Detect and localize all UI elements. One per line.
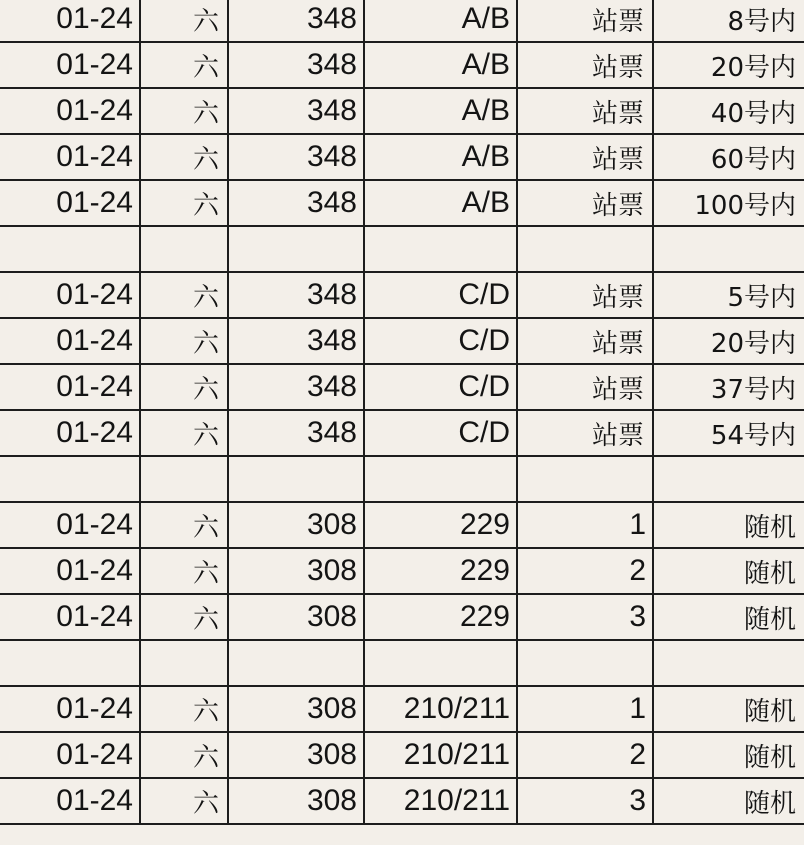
train-cell[interactable]: 348 bbox=[228, 42, 364, 88]
table-row bbox=[0, 42, 804, 88]
ticket-type-cell[interactable]: 2 bbox=[517, 548, 653, 594]
date-cell[interactable]: 01-24 bbox=[0, 134, 140, 180]
car-cell[interactable]: C/D bbox=[364, 272, 517, 318]
date-cell[interactable]: 01-24 bbox=[0, 502, 140, 548]
ticket-type-cell[interactable]: 站票 bbox=[517, 364, 653, 410]
date-cell[interactable]: 01-24 bbox=[0, 686, 140, 732]
train-cell[interactable]: 308 bbox=[228, 594, 364, 640]
car-cell[interactable]: A/B bbox=[364, 42, 517, 88]
empty-cell[interactable] bbox=[0, 640, 140, 686]
table-row bbox=[0, 364, 804, 410]
empty-cell[interactable] bbox=[364, 456, 517, 502]
quota-cell[interactable]: 随机 bbox=[653, 732, 804, 778]
empty-cell[interactable] bbox=[140, 640, 228, 686]
train-cell[interactable]: 348 bbox=[228, 318, 364, 364]
weekday-cell[interactable]: 六 bbox=[140, 594, 228, 640]
table-row bbox=[0, 134, 804, 180]
weekday-cell[interactable]: 六 bbox=[140, 686, 228, 732]
table-row bbox=[0, 686, 804, 732]
date-cell[interactable]: 01-24 bbox=[0, 732, 140, 778]
quota-cell[interactable]: 随机 bbox=[653, 594, 804, 640]
car-cell[interactable]: C/D bbox=[364, 410, 517, 456]
date-cell[interactable]: 01-24 bbox=[0, 272, 140, 318]
ticket-type-cell[interactable]: 3 bbox=[517, 594, 653, 640]
table-row bbox=[0, 0, 804, 42]
table-row bbox=[0, 502, 804, 548]
date-cell[interactable]: 01-24 bbox=[0, 778, 140, 824]
table-row bbox=[0, 272, 804, 318]
weekday-cell[interactable]: 六 bbox=[140, 410, 228, 456]
quota-cell[interactable]: 8号内 bbox=[653, 0, 804, 42]
car-cell[interactable]: C/D bbox=[364, 318, 517, 364]
weekday-cell[interactable]: 六 bbox=[140, 502, 228, 548]
ticket-type-cell[interactable]: 站票 bbox=[517, 88, 653, 134]
quota-cell[interactable]: 5号内 bbox=[653, 272, 804, 318]
train-cell[interactable]: 308 bbox=[228, 732, 364, 778]
train-cell[interactable]: 308 bbox=[228, 548, 364, 594]
empty-cell[interactable] bbox=[228, 456, 364, 502]
train-cell[interactable]: 348 bbox=[228, 364, 364, 410]
date-cell[interactable]: 01-24 bbox=[0, 548, 140, 594]
date-cell[interactable]: 01-24 bbox=[0, 0, 140, 42]
car-cell[interactable]: 229 bbox=[364, 548, 517, 594]
date-cell[interactable]: 01-24 bbox=[0, 88, 140, 134]
train-cell[interactable]: 308 bbox=[228, 502, 364, 548]
table-row bbox=[0, 88, 804, 134]
quota-cell[interactable]: 100号内 bbox=[653, 180, 804, 226]
empty-cell[interactable] bbox=[517, 640, 653, 686]
table-row bbox=[0, 778, 804, 824]
empty-cell[interactable] bbox=[517, 456, 653, 502]
date-cell[interactable]: 01-24 bbox=[0, 410, 140, 456]
car-cell[interactable]: A/B bbox=[364, 180, 517, 226]
weekday-cell[interactable]: 六 bbox=[140, 272, 228, 318]
train-cell[interactable]: 348 bbox=[228, 272, 364, 318]
ticket-type-cell[interactable]: 2 bbox=[517, 732, 653, 778]
empty-cell[interactable] bbox=[0, 226, 140, 272]
quota-cell[interactable]: 随机 bbox=[653, 548, 804, 594]
quota-cell[interactable]: 20号内 bbox=[653, 42, 804, 88]
quota-cell[interactable]: 54号内 bbox=[653, 410, 804, 456]
empty-cell[interactable] bbox=[228, 226, 364, 272]
car-cell[interactable]: A/B bbox=[364, 88, 517, 134]
ticket-type-cell[interactable]: 站票 bbox=[517, 180, 653, 226]
weekday-cell[interactable]: 六 bbox=[140, 364, 228, 410]
empty-cell[interactable] bbox=[517, 226, 653, 272]
table-row bbox=[0, 732, 804, 778]
date-cell[interactable]: 01-24 bbox=[0, 364, 140, 410]
train-cell[interactable]: 348 bbox=[228, 180, 364, 226]
table-row bbox=[0, 318, 804, 364]
car-cell[interactable]: C/D bbox=[364, 364, 517, 410]
ticket-type-cell[interactable]: 3 bbox=[517, 778, 653, 824]
ticket-type-cell[interactable]: 1 bbox=[517, 502, 653, 548]
train-cell[interactable]: 348 bbox=[228, 88, 364, 134]
train-cell[interactable]: 348 bbox=[228, 410, 364, 456]
ticket-type-cell[interactable]: 站票 bbox=[517, 272, 653, 318]
weekday-cell[interactable]: 六 bbox=[140, 180, 228, 226]
train-cell[interactable]: 308 bbox=[228, 778, 364, 824]
quota-cell[interactable]: 随机 bbox=[653, 502, 804, 548]
car-cell[interactable]: 210/211 bbox=[364, 732, 517, 778]
blank-row bbox=[0, 226, 804, 272]
quota-cell[interactable]: 40号内 bbox=[653, 88, 804, 134]
car-cell[interactable]: 229 bbox=[364, 502, 517, 548]
quota-cell[interactable]: 37号内 bbox=[653, 364, 804, 410]
weekday-cell[interactable]: 六 bbox=[140, 778, 228, 824]
train-cell[interactable]: 348 bbox=[228, 0, 364, 42]
empty-cell[interactable] bbox=[0, 456, 140, 502]
car-cell[interactable]: 229 bbox=[364, 594, 517, 640]
empty-cell[interactable] bbox=[228, 640, 364, 686]
train-cell[interactable]: 348 bbox=[228, 134, 364, 180]
blank-row bbox=[0, 456, 804, 502]
weekday-cell[interactable]: 六 bbox=[140, 134, 228, 180]
quota-cell[interactable]: 随机 bbox=[653, 778, 804, 824]
ticket-type-cell[interactable]: 站票 bbox=[517, 134, 653, 180]
quota-cell[interactable]: 60号内 bbox=[653, 134, 804, 180]
ticket-type-cell[interactable]: 站票 bbox=[517, 42, 653, 88]
empty-cell[interactable] bbox=[140, 456, 228, 502]
date-cell[interactable]: 01-24 bbox=[0, 594, 140, 640]
car-cell[interactable]: 210/211 bbox=[364, 778, 517, 824]
weekday-cell[interactable]: 六 bbox=[140, 88, 228, 134]
table-row bbox=[0, 548, 804, 594]
weekday-cell[interactable]: 六 bbox=[140, 318, 228, 364]
empty-cell[interactable] bbox=[653, 640, 804, 686]
empty-cell[interactable] bbox=[653, 226, 804, 272]
quota-cell[interactable]: 20号内 bbox=[653, 318, 804, 364]
car-cell[interactable]: A/B bbox=[364, 0, 517, 42]
weekday-cell[interactable]: 六 bbox=[140, 42, 228, 88]
empty-cell[interactable] bbox=[140, 226, 228, 272]
weekday-cell[interactable]: 六 bbox=[140, 0, 228, 42]
train-cell[interactable]: 308 bbox=[228, 686, 364, 732]
empty-cell[interactable] bbox=[364, 226, 517, 272]
car-cell[interactable]: A/B bbox=[364, 134, 517, 180]
table-row bbox=[0, 180, 804, 226]
date-cell[interactable]: 01-24 bbox=[0, 180, 140, 226]
ticket-type-cell[interactable]: 站票 bbox=[517, 318, 653, 364]
empty-cell[interactable] bbox=[653, 456, 804, 502]
date-cell[interactable]: 01-24 bbox=[0, 318, 140, 364]
date-cell[interactable]: 01-24 bbox=[0, 42, 140, 88]
quota-cell[interactable]: 随机 bbox=[653, 686, 804, 732]
blank-row bbox=[0, 640, 804, 686]
ticket-type-cell[interactable]: 站票 bbox=[517, 0, 653, 42]
car-cell[interactable]: 210/211 bbox=[364, 686, 517, 732]
empty-cell[interactable] bbox=[364, 640, 517, 686]
table-row bbox=[0, 594, 804, 640]
weekday-cell[interactable]: 六 bbox=[140, 548, 228, 594]
ticket-type-cell[interactable]: 站票 bbox=[517, 410, 653, 456]
table-row bbox=[0, 410, 804, 456]
weekday-cell[interactable]: 六 bbox=[140, 732, 228, 778]
ticket-type-cell[interactable]: 1 bbox=[517, 686, 653, 732]
